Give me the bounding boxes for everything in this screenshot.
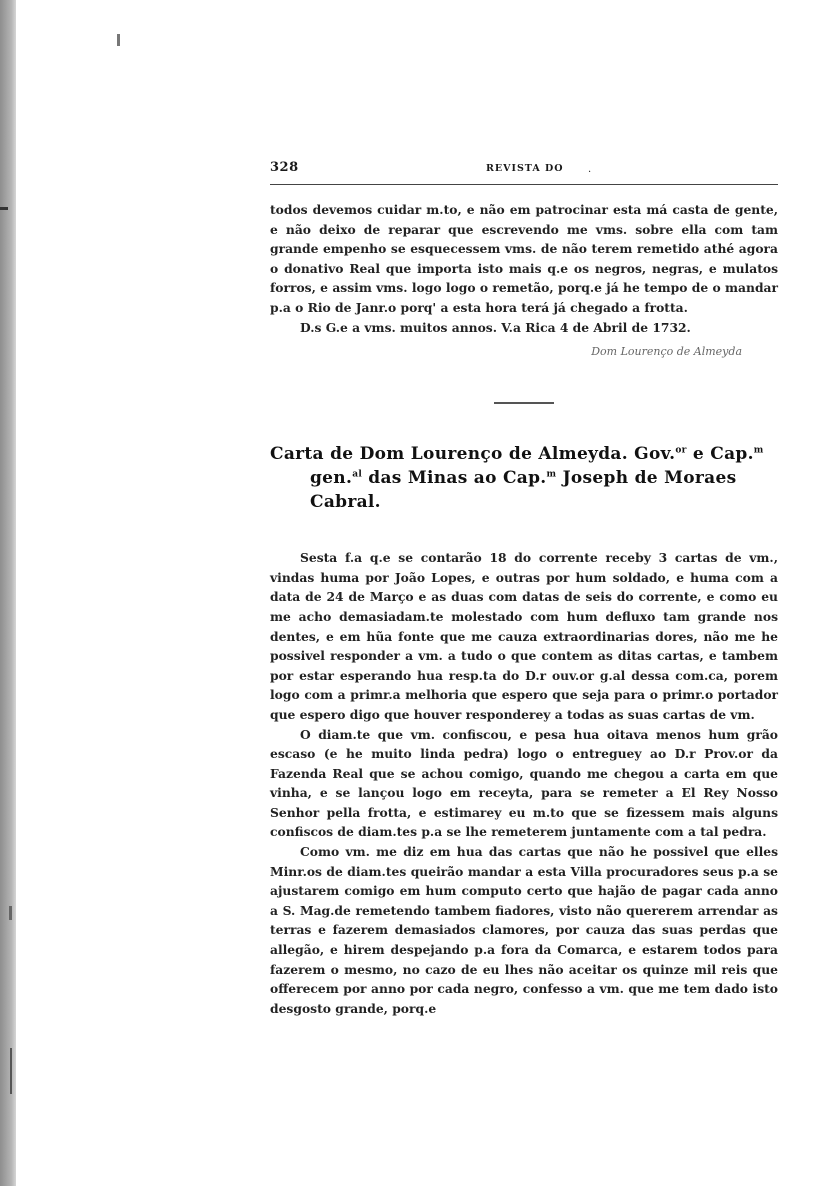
previous-letter-signature: Dom Lourenço de Almeyda [591,345,742,359]
previous-letter-paragraph: todos devemos cuidar m.to, e não em patrocinar esta má casta de gente, e não deixo de reparar que escrevendo me vms. sobre ella com tam grande empenho se esquecessem vms. de não terem remetido athé agora o donativo Real que importa isto mais q.e os negros, negras, e mulatos forros, e assim vms. logo logo o remetão, porq.e já he tempo de o mandar p.a o Rio de Janr.o porq' a esta hora terá já chegado a frotta. [270,202,778,315]
letter-title [270,442,778,514]
letter-title-part: Joseph de Moraes Cabral. [310,468,737,513]
margin-mark [117,34,120,46]
letter-title-superscript: al [352,469,363,480]
book-page [270,150,778,1018]
book-spine-shadow [0,0,16,1186]
letter-title-superscript: or [675,445,687,456]
page-number: 328 [270,160,299,175]
section-divider [494,402,554,404]
letter-title-part: Carta de Dom Lourenço de Almeyda. Gov. [270,444,676,465]
letter-title-part: gen. [310,468,353,489]
letter-title-part: das Minas ao Cap. [362,468,547,489]
letter-body [270,548,778,1018]
running-head [270,150,778,185]
spine-mark [9,906,12,920]
running-title: REVISTA DO [486,163,564,174]
previous-letter-closing: D.s G.e a vms. muitos annos. V.a Rica 4 de Abril de 1732. [300,319,691,335]
letter-title-superscript: m [546,469,557,480]
letter-paragraph: O diam.te que vm. confiscou, e pesa hua oitava menos hum grão escaso (e he muito linda pedra) logo o entreguey ao D.r Prov.or da Fazenda Real que se achou comigo, quando me chegou a carta em que vinha, e se lançou logo em receyta, para se remeter a El Rey Nosso Senhor pella frotta, e estimarey eu m.to que se fizessem mais alguns confiscos de diam.tes p.a se lhe remeterem juntamente com a tal pedra. [270,726,778,840]
letter-title-superscript: m [753,445,764,456]
letter-paragraph: Sesta f.a q.e se contarão 18 do corrente receby 3 cartas de vm., vindas huma por João Lopes, e outras por hum soldado, e huma com a data de 24 de Março e as duas com datas de seis do corrente, e como eu me acho demasiadam.te molestado com hum defluxo tam grande nos dentes, e em hũa fonte que me cauza extraordinarias dores, não me he possivel responder a vm. a tudo o que contem as ditas cartas, e tambem por estar esperando hua resp.ta do D.r ouv.or g.al dessa com.ca, porem logo com a primr.a melhoria que espero que seja para o primr.o portador que espero digo que houver responderey a todas as suas cartas de vm. [270,550,778,722]
running-mark: . [588,164,592,175]
spine-mark [10,1048,12,1094]
spine-mark [0,207,8,210]
letter-title-part: e Cap. [686,444,754,465]
letter-paragraph: Como vm. me diz em hua das cartas que não he possivel que elles Minr.os de diam.tes queirão mandar a esta Villa procuradores seus p.a se ajustarem comigo em hum computo certo que hajão de pagar cada anno a S. Mag.de remetendo tambem fiadores, visto não quererem arrendar as terras e fazerem demasiados clamores, por cauza das suas perdas que allegão, e hirem despejando p.a fora da Comarca, e estarem todos para fazerem o mesmo, no cazo de eu lhes não aceitar os quinze mil reis que offerecem por anno por cada negro, confesso a vm. que me tem dado isto desgosto grande, porq.e [270,844,778,1016]
